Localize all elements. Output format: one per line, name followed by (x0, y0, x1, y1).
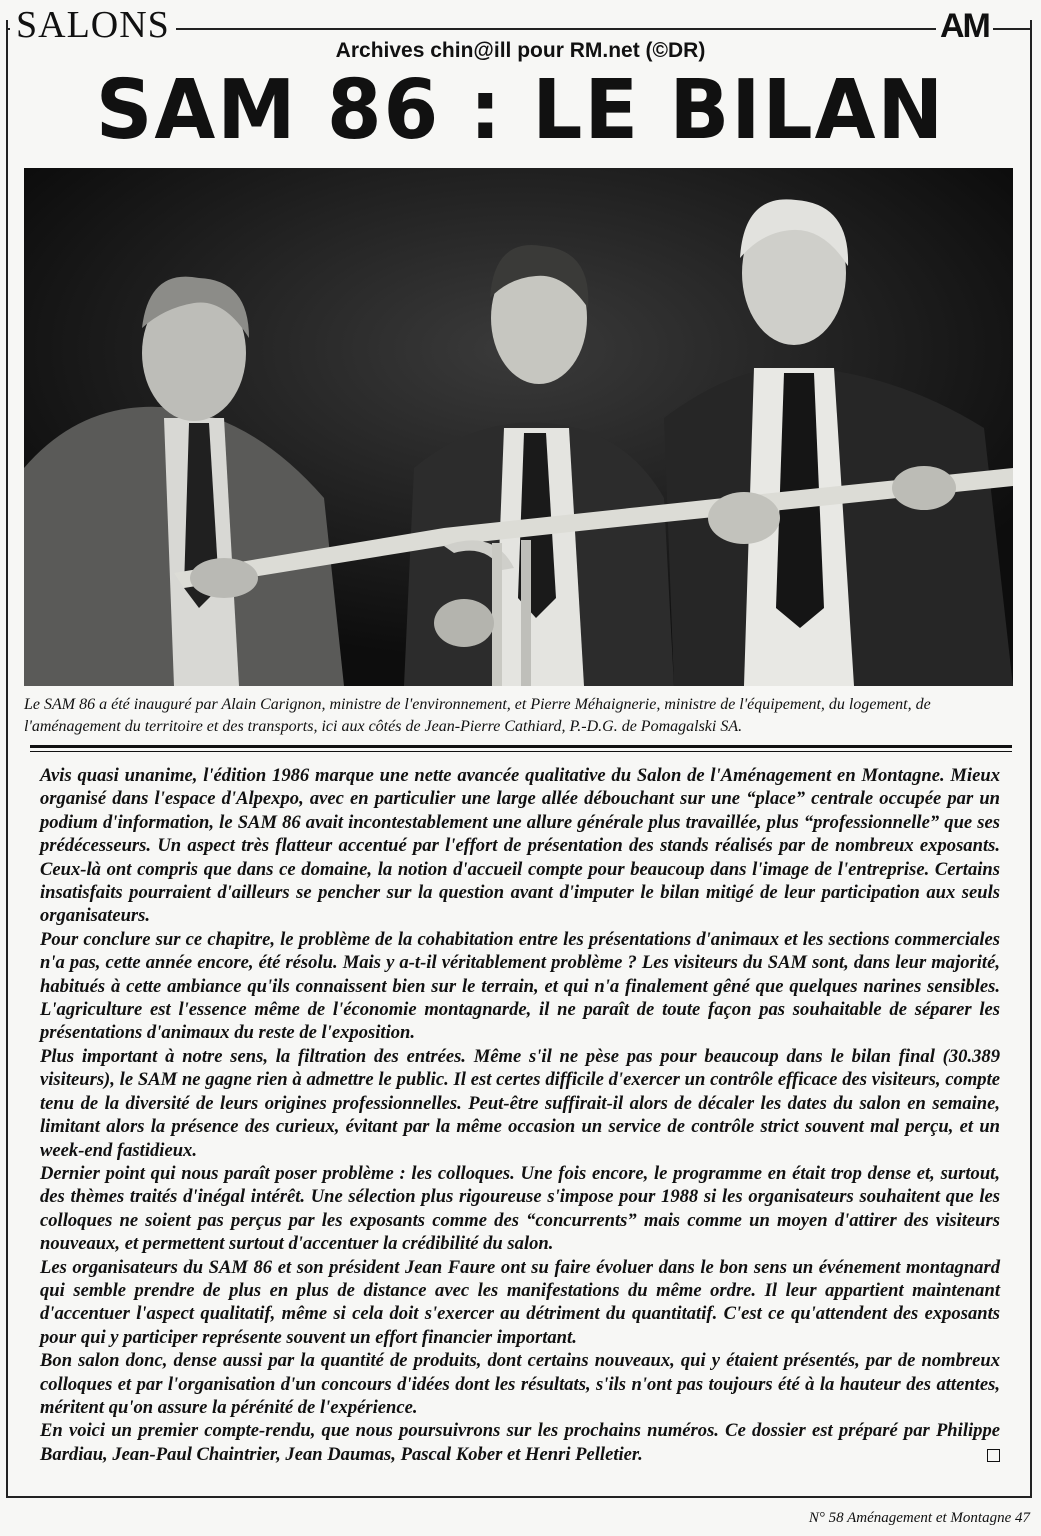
article-paragraph: Dernier point qui nous paraît poser problème : les colloques. Une fois encore, le programme en était trop dense et, surtout, des thèmes traités d'inégal intérêt. Une sélection plus rigoureuse s'impose pour 1988 si les organisateurs souhaitent que les colloques ne soient pas perçus par les exposants comme des “concurrents” mais comme un moyen d'attirer des visiteurs nouveaux, et permettent surtout d'accentuer la crédibilité du salon. (40, 1162, 1000, 1255)
end-of-article-mark (987, 1449, 1000, 1462)
article-paragraph: Pour conclure sur ce chapitre, le problème de la cohabitation entre les présentations d'animaux et les sections commerciales n'a pas, cette année encore, été résolu. Mais y a-t-il véritablement problème ? Les visiteurs du SAM sont, dans leur majorité, habitués à cette ambiance qu'ils connaissent bien sur le terrain, et qui n'a finalement gêné que quelques narines sensibles. L'agriculture est l'essence même de l'économie montagnarde, il ne paraît de toute façon pas souhaitable de séparer les présentations d'animaux du reste de l'exposition. (40, 928, 1000, 1044)
page-footer: N° 58 Aménagement et Montagne 47 (808, 1510, 1030, 1526)
page-frame-bottom (6, 1496, 1032, 1498)
brand-logo: AM (936, 4, 993, 48)
page-frame-right (1030, 20, 1032, 1498)
section-label: SALONS (10, 2, 176, 48)
headline: SAM 86 : LE BILAN (95, 63, 946, 158)
article-body (40, 764, 1000, 1466)
caption-rule-thick (30, 745, 1012, 748)
caption-rule-thin (30, 751, 1012, 752)
photo-caption: Le SAM 86 a été inauguré par Alain Carignon, ministre de l'environnement, et Pierre Méhaignerie, ministre de l'équipement, du logement, de l'aménagement du territoire et des transports, ici aux côtés de Jean-Pierre Cathiard, P.-D.G. de Pomagalski SA. (24, 696, 931, 735)
article-paragraph-last (40, 1419, 1000, 1466)
article-paragraph: Plus important à notre sens, la filtration des entrées. Même s'il ne pèse pas pour beaucoup dans le bilan final (30.389 visiteurs), le SAM ne gagne rien à admettre le public. Il est certes difficile d'exercer un contrôle efficace des visiteurs, compte tenu de la diversité de leurs origines professionnelles. Peut-être suffirait-il alors de décaler les dates du salon en semaine, limitant alors la présence des curieux, évitant par la même occasion un service de contrôle strict souvent mal perçu, et un week-end fastidieux. (40, 1045, 1000, 1161)
page-frame-left (6, 20, 8, 1498)
article-paragraph: Les organisateurs du SAM 86 et son président Jean Faure ont su faire évoluer dans le bon sens un événement montagnard qui semble prendre de plus en plus de distance avec les manifestations du même ordre. Il leur appartient maintenant d'accentuer l'aspect qualitatif, même si cela doit s'exercer au détriment du quantitatif. C'est ce qu'attendent des exposants pour qui y participer représente souvent un effort financier important. (40, 1256, 1000, 1348)
archive-credit: Archives chin@ill pour RM.net (©DR) (335, 39, 706, 62)
photograph-illustration (24, 168, 1013, 686)
photograph (24, 168, 1013, 686)
article-paragraph: Avis quasi unanime, l'édition 1986 marque une nette avancée qualitative du Salon de l'Aménagement en Montagne. Mieux organisé dans l'espace d'Alpexpo, avec en particulier une large allée débouchant sur une “place” centrale occupée par un podium d'information, le SAM 86 avait incontestablement une allure générale plus travaillée, plus “professionnelle” que ses prédécesseurs. Un aspect très flatteur accentué par l'effort de présentation des stands réalisés par de nombreux exposants. Ceux-là ont compris que dans ce domaine, la notion d'accueil compte pour beaucoup dans l'image de l'entreprise. Certains insatisfaits pourraient d'ailleurs se pencher sur la question avant d'imputer le bilan mitigé de leur participation aux seuls organisateurs. (40, 765, 1000, 927)
article-paragraph: Bon salon donc, dense aussi par la quantité de produits, dont certains nouveaux, qui y étaient présentés, par de nombreux colloques et par l'organisation d'un concours d'idées dont les résultats, s'ils n'ont pas toujours été à la hauteur des attentes, méritent qu'on assure la pérénité de l'expérience. (40, 1350, 1000, 1418)
article-paragraph-last-text: En voici un premier compte-rendu, que nous poursuivrons sur les prochains numéros. Ce dossier est préparé par Philippe Bardiau, Jean-Paul Chaintrier, Jean Daumas, Pascal Kober et Henri Pelletier. (40, 1420, 1000, 1465)
